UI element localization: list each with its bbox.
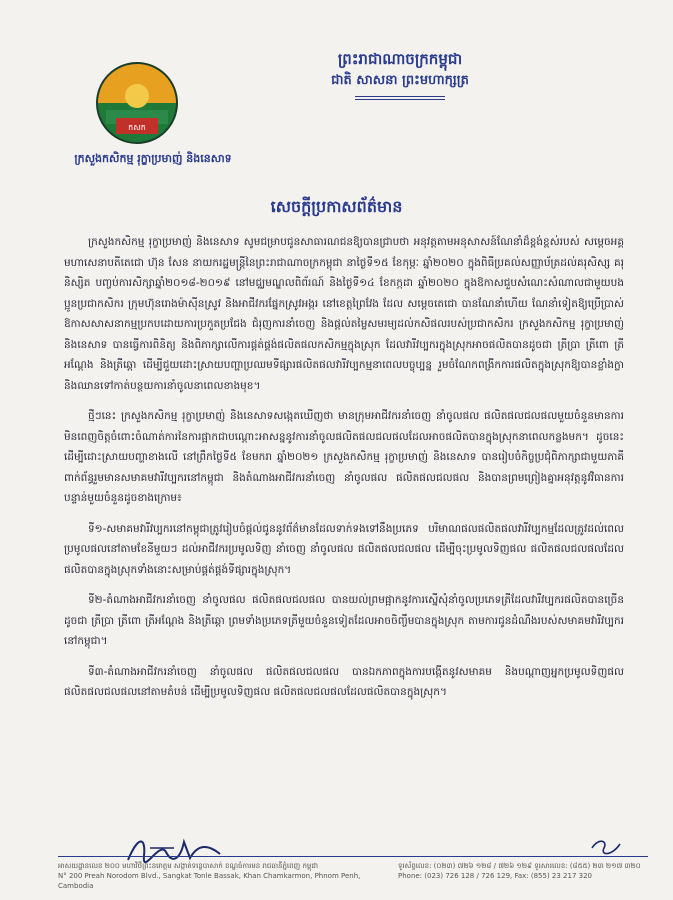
footer-contact <box>398 861 648 881</box>
document-title: សេចក្ដីប្រកាសព័ត៌មាន <box>270 197 403 216</box>
motto-kingdom: ព្រះរាជាណាចក្រកម្ពុជា <box>337 50 463 68</box>
ministry-name: ក្រសួងកសិកម្ម រុក្ខាប្រមាញ់ និងនេសាទ <box>74 152 232 165</box>
paragraph-5: ទី៣-តំណាងអាជីវករនាំចេញ នាំចូលផល ផលិតផលជលផល បានឯកភាពក្នុងការបង្កើតនូវសមាគម និងបណ្ដាញអ្នកប្រមូលទិញផល ផលិតផលជលផលនៅតាមតំបន់ ដើម្បីប្រមូលទិញផល ផលិតផលជលផលដែលផលិតបានក្នុងស្រុក។ <box>64 665 624 698</box>
paragraph-3: ទី១-សមាគមវារីវប្បករនៅកម្ពុជាត្រូវរៀបចំផ្ដល់ជូននូវព័ត៌មានដែលទាក់ទងទៅនឹងប្រភេទ បរិមាណផលផលិតផលវារីវប្បកម្មដែលត្រូវដល់ពេលប្រមូលផលនៅតាមខែនីមួយៗ ដល់អាជីវករប្រមូលទិញ នាំចេញ នាំចូលផល ផលិតផលជលផល ដើម្បីចុះប្រមូលទិញផល ផលិតផលជលផលដែលផលិតបានក្នុងស្រុកទាំងនោះសម្រាប់ផ្គត់ផ្គង់ទីផ្សារក្នុងស្រុក។ <box>64 522 624 576</box>
page-footer <box>58 856 648 890</box>
motto-ornament-divider <box>355 96 445 100</box>
footer-address <box>58 861 368 891</box>
paragraph-4: ទី២-តំណាងអាជីវករនាំចេញ នាំចូលផល ផលិតផលជលផល បានយល់ព្រមផ្អាកនូវការស្នើសុំនាំចូលប្រភេទត្រីដែលវារីវប្បករផលិតបានច្រើនដូចជា ត្រីប្រា ត្រីពោ ត្រីអណ្ដែង និងត្រីឆ្ដោ ព្រមទាំងប្រភេទត្រីមួយចំនួនទៀតដែលអាចចិញ្ចឹមបានក្នុងស្រុក តាមការជូនដំណឹងរបស់សមាគមវារីវប្បករនៅកម្ពុជា។ <box>64 594 624 647</box>
phone-english: Phone: (023) 726 128 / 726 129, Fax: (855) 23 217 320 <box>398 872 592 880</box>
emblem-text: កសក <box>128 123 146 132</box>
ministry-emblem-icon <box>94 60 180 146</box>
address-english: N° 200 Preah Norodom Blvd., Sangkat Tonle Bassak, Khan Chamkarmon, Phnom Penh, Cambodia <box>58 872 361 890</box>
motto-nation-religion-king: ជាតិ សាសនា ព្រះមហាក្សត្រ <box>331 73 469 88</box>
national-motto <box>250 48 550 100</box>
document-body <box>64 232 624 713</box>
address-khmer: អាសយដ្ឋានលេខ ២០០ មហាវិថីព្រះនរោត្តម សង្កាត់ទន្លេបាសាក់ ខណ្ឌចំការមន រាជធានីភ្នំពេញ កម្ពុជា <box>58 862 318 870</box>
paragraph-2: ថ្មីៗនេះ ក្រសួងកសិកម្ម រុក្ខាប្រមាញ់ និងនេសាទសង្កេតឃើញថា មានក្រុមអាជីវករនាំចេញ នាំចូលផល ផលិតផលជលផលមួយចំនួនមានការមិនពេញចិត្តចំពោះចំណាត់ការនៃការផ្អាកជាបណ្ដោះអាសន្ននូវការនាំចូលផលិតផលជលផលដែលអាចផលិតបានក្នុងស្រុកនាពេលកន្លងមក។ ដូចនេះ ដើម្បីដោះស្រាយបញ្ហាខាងលើ នៅព្រឹកថ្ងៃទី៥ ខែមករា ឆ្នាំ២០២១ ក្រសួងកសិកម្ម រុក្ខាប្រមាញ់ និងនេសាទ បានរៀបចំកិច្ចប្រជុំពិភាក្សាជាមួយភាគីពាក់ព័ន្ធរួមមានសមាគមវារីវប្បករនៅកម្ពុជា និងតំណាងអាជីវករនាំចេញ នាំចូលផល ផលិតផលជលផល និងបានព្រមព្រៀងគ្នាអនុវត្តនូវវិធានការបន្ទាន់មួយចំនួនដូចខាងក្រោម៖ <box>64 410 624 504</box>
paragraph-1: ក្រសួងកសិកម្ម រុក្ខាប្រមាញ់ និងនេសាទ សូមជម្រាបជូនសាធារណជនឱ្យបានជ្រាបថា អនុវត្តតាមអនុសាសន៍ណែនាំដ៏ខ្ពង់ខ្ពស់របស់ សម្ដេចអគ្គមហាសេនាបតីតេជោ ហ៊ុន សែន នាយករដ្ឋមន្ត្រីនៃព្រះរាជាណាចក្រកម្ពុជា នាថ្ងៃទី១៥ ខែកុម្ភៈ ឆ្នាំ២០២០ ក្នុងពិធីប្រគល់សញ្ញាប័ត្រដល់គរុសិស្ស គរុនិស្សិត បញ្ចប់ការសិក្សាឆ្នាំ២០១៨-២០១៩ នៅមជ្ឈមណ្ឌលពិព័រណ៍ និងថ្ងៃទី១៤ ខែកក្កដា ឆ្នាំ២០២០ ក្នុងឱកាសជួបសំណេះសំណាលជាមួយបងប្អូនប្រជាកសិករ ក្រុមហ៊ុនរោងម៉ាស៊ីនស្រូវ និងអាជីវករផ្នែកស្រូវអង្ករ នៅខេត្តព្រៃវែង ដែល សម្ដេចតេជោ បានណែនាំហើយ ណែនាំទៀតឱ្យប្រើប្រាស់ឱកាសសាសនាកម្មប្រកបដោយការប្រកួតប្រជែង ជំរុញការនាំចេញ និងផ្តល់តម្លៃសមរម្យដល់កសិផលរបស់ប្រជាកសិករ ក្រសួងកសិកម្ម រុក្ខាប្រមាញ់ និងនេសាទ បានធ្វើការពិនិត្យ និងពិភាក្សាលើការផ្គត់ផ្គង់ផលិតផលកសិកម្មក្នុងស្រុក ដែលវារីវប្បករក្នុងស្រុកអាចផលិតបានដូចជា ត្រីប្រា ត្រីពោ ត្រីអណ្ដែង និងត្រីឆ្ដោ ដើម្បីជួយដោះស្រាយបញ្ហាប្រឈមទីផ្សារផលិតផលវារីវប្បកម្មនាពេលបច្ចុប្បន្ន រួមចំណែកពង្រីកការផលិតក្នុងស្រុកឱ្យបានខ្លាំងក្លា និងឈានទៅកាត់បន្ថយការនាំចូលនាពេលខាងមុខ។ <box>64 236 624 392</box>
phone-khmer: ទូរស័ព្ទលេខ: (០២៣) ៧២៦ ១២៨ / ៧២៦ ១២៩ ទូរសារលេខ: (៨៥៥) ២៣ ២១៧ ៣២០ <box>398 862 641 870</box>
